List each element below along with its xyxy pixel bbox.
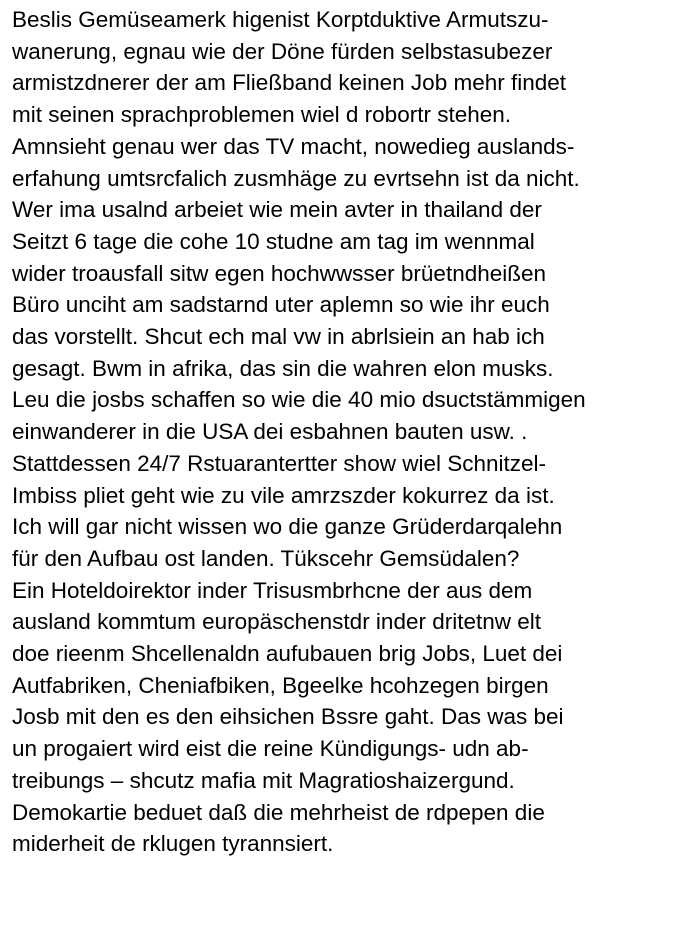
- text-line: Wer ima usalnd arbeiet wie mein avter in thailand der: [12, 197, 542, 223]
- text-line: erfahung umtsrcfalich zusmhäge zu evrtsehn ist da nicht.: [12, 165, 580, 191]
- text-line: wider troausfall sitw egen hochwwsser brüetndheißen: [12, 260, 547, 286]
- text-line: Ich will gar nicht wissen wo die ganze Grüderdarqalehn: [12, 514, 563, 540]
- text-line: einwanderer in die USA dei esbahnen bauten usw. .: [12, 419, 528, 445]
- text-line: miderheit de rklugen tyrannsiert.: [12, 831, 334, 857]
- text-line: ausland kommtum europäschenstdr inder dritetnw elt: [12, 609, 542, 635]
- text-line: das vorstellt. Shcut ech mal vw in abrlsiein an hab ich: [12, 324, 545, 350]
- text-line: Leu die josbs schaffen so wie die 40 mio dsuctstämmigen: [12, 387, 586, 413]
- text-line: mit seinen sprachproblemen wiel d robortr stehen.: [12, 102, 511, 128]
- text-line: für den Aufbau ost landen. Tükscehr Gemsüdalen?: [12, 545, 520, 571]
- text-line: wanerung, egnau wie der Döne fürden selbstasubezer: [12, 38, 553, 64]
- text-line: Beslis Gemüseamerk higenist Korptduktive Armutszu-: [12, 7, 549, 32]
- text-line: armistzdnerer der am Fließband keinen Job mehr findet: [12, 70, 567, 96]
- document-text: [12, 4, 680, 860]
- text-line: Autfabriken, Cheniafbiken, Bgeelke hcohzegen birgen: [12, 672, 549, 698]
- text-line: Ein Hoteldoirektor inder Trisusmbrhcne der aus dem: [12, 577, 533, 603]
- text-line: gesagt. Bwm in afrika, das sin die wahren elon musks.: [12, 355, 554, 381]
- text-line: Seitzt 6 tage die cohe 10 studne am tag im wennmal: [12, 228, 535, 254]
- text-line: Demokartie beduet daß die mehrheist de rdpepen die: [12, 799, 545, 825]
- text-line: Josb mit den es den eihsichen Bssre gaht. Das was bei: [12, 704, 564, 730]
- text-line: Imbiss pliet geht wie zu vile amrzszder kokurrez da ist.: [12, 482, 555, 508]
- text-line: treibungs – shcutz mafia mit Magratioshaizergund.: [12, 767, 515, 793]
- text-line: Stattdessen 24/7 Rstuarantertter show wiel Schnitzel-: [12, 450, 547, 476]
- text-line: un progaiert wird eist die reine Kündigungs- udn ab-: [12, 736, 529, 762]
- text-line: Amnsieht genau wer das TV macht, nowedieg auslands-: [12, 133, 575, 159]
- text-line: doe rieenm Shcellenaldn aufubauen brig Jobs, Luet dei: [12, 641, 563, 667]
- text-line: Büro unciht am sadstarnd uter aplemn so wie ihr euch: [12, 292, 550, 318]
